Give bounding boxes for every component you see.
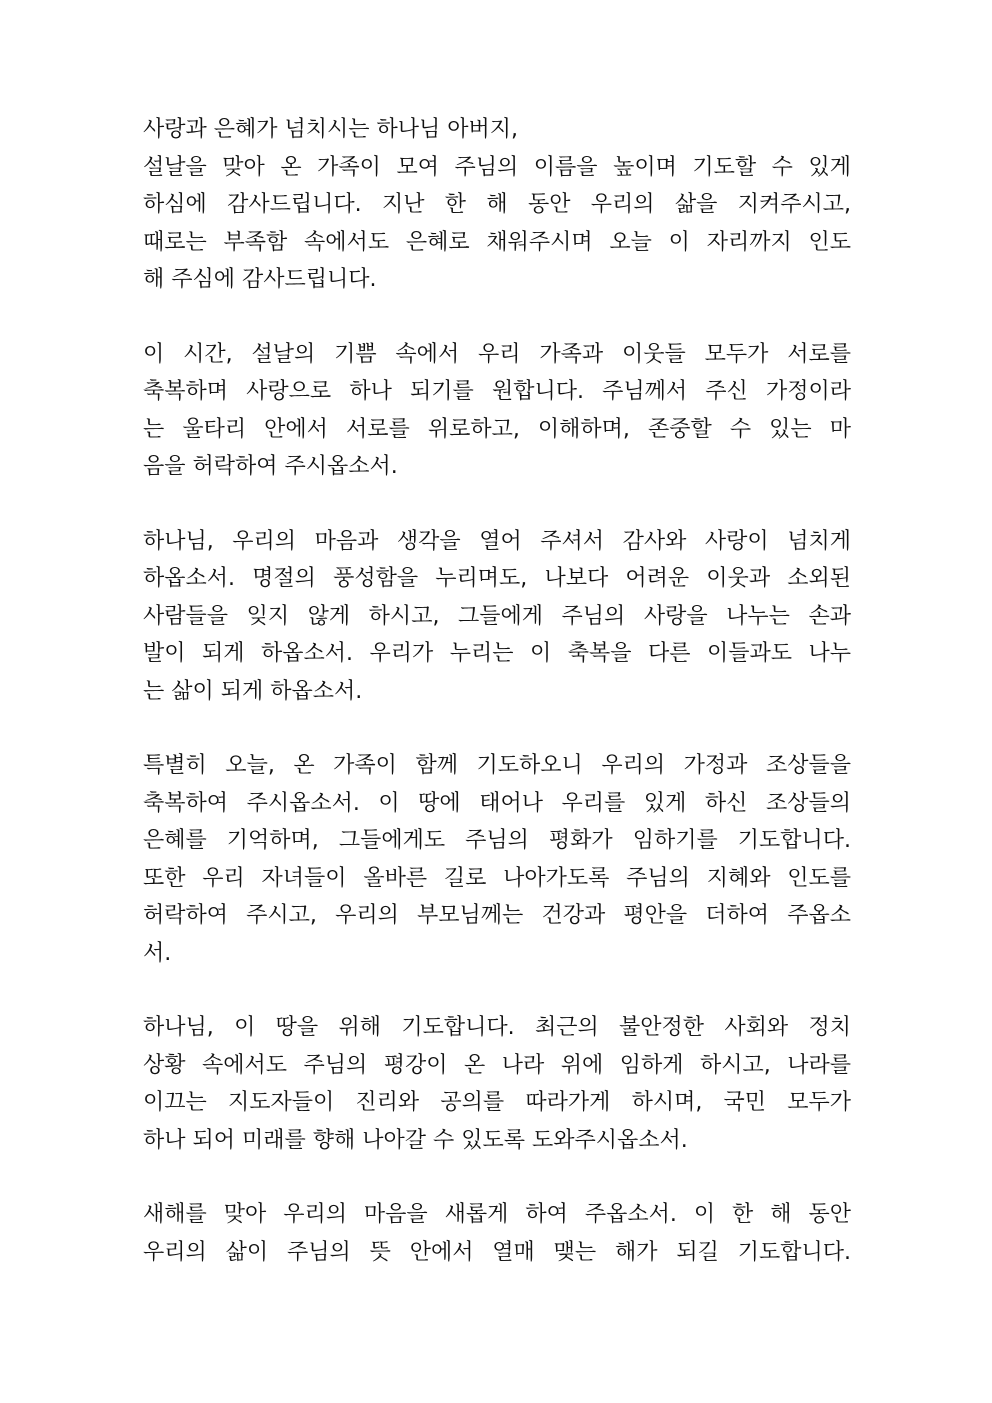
- paragraph-4: [143, 747, 851, 972]
- text-line: 는 삶이 되게 하옵소서.: [143, 678, 363, 704]
- paragraph-3: [143, 523, 851, 711]
- text-line: 이 시간, 설날의 기쁨 속에서 우리 가족과 이웃들 모두가 서로를: [143, 341, 851, 367]
- text-line: 하나 되어 미래를 향해 나아갈 수 있도록 도와주시옵소서.: [143, 1127, 688, 1153]
- text-line: 이끄는 지도자들이 진리와 공의를 따라가게 하시며, 국민 모두가: [143, 1090, 851, 1115]
- text-line: 축복하여 주시옵소서. 이 땅에 태어나 우리를 있게 하신 조상들의: [143, 790, 851, 816]
- text-line: 특별히 오늘, 온 가족이 함께 기도하오니 우리의 가정과 조상들을: [143, 753, 851, 778]
- text-line: 서.: [143, 940, 172, 966]
- text-line: 우리의 삶이 주님의 뜻 안에서 열매 맺는 해가 되길 기도합니다.: [143, 1239, 851, 1265]
- text-line: 하심에 감사드립니다. 지난 한 해 동안 우리의 삶을 지켜주시고,: [143, 192, 851, 217]
- text-line: 사람들을 잊지 않게 하시고, 그들에게 주님의 사랑을 나누는 손과: [143, 603, 851, 629]
- paragraph-6: [143, 1196, 851, 1271]
- text-line: 음을 허락하여 주시옵소서.: [143, 454, 398, 479]
- document-body: [143, 111, 851, 1308]
- text-line: 하나님, 이 땅을 위해 기도합니다. 최근의 불안정한 사회와 정치: [143, 1015, 851, 1040]
- text-line: 축복하며 사랑으로 하나 되기를 원합니다. 주님께서 주신 가정이라: [143, 379, 851, 404]
- text-line: 은혜를 기억하며, 그들에게도 주님의 평화가 임하기를 기도합니다.: [143, 828, 851, 853]
- text-line: 새해를 맞아 우리의 마음을 새롭게 하여 주옵소서. 이 한 해 동안: [143, 1202, 851, 1227]
- text-line: 상황 속에서도 주님의 평강이 온 나라 위에 임하게 하시고, 나라를: [143, 1052, 851, 1078]
- text-line: 때로는 부족함 속에서도 은혜로 채워주시며 오늘 이 자리까지 인도: [143, 229, 851, 255]
- text-line: 또한 우리 자녀들이 올바른 길로 나아가도록 주님의 지혜와 인도를: [143, 865, 851, 891]
- text-line: 하옵소서. 명절의 풍성함을 누리며도, 나보다 어려운 이웃과 소외된: [143, 566, 851, 591]
- text-line: 하나님, 우리의 마음과 생각을 열어 주셔서 감사와 사랑이 넘치게: [143, 528, 851, 554]
- text-line: 사랑과 은혜가 넘치시는 하나님 아버지,: [143, 117, 518, 142]
- paragraph-2: [143, 336, 851, 486]
- text-line: 는 울타리 안에서 서로를 위로하고, 이해하며, 존중할 수 있는 마: [143, 416, 851, 442]
- paragraph-1: [143, 111, 851, 299]
- text-line: 허락하여 주시고, 우리의 부모님께는 건강과 평안을 더하여 주옵소: [143, 903, 851, 928]
- text-line: 발이 되게 하옵소서. 우리가 누리는 이 축복을 다른 이들과도 나누: [143, 641, 851, 666]
- text-line: 해 주심에 감사드립니다.: [143, 267, 377, 292]
- paragraph-5: [143, 1009, 851, 1159]
- text-line: 설날을 맞아 온 가족이 모여 주님의 이름을 높이며 기도할 수 있게: [143, 154, 851, 180]
